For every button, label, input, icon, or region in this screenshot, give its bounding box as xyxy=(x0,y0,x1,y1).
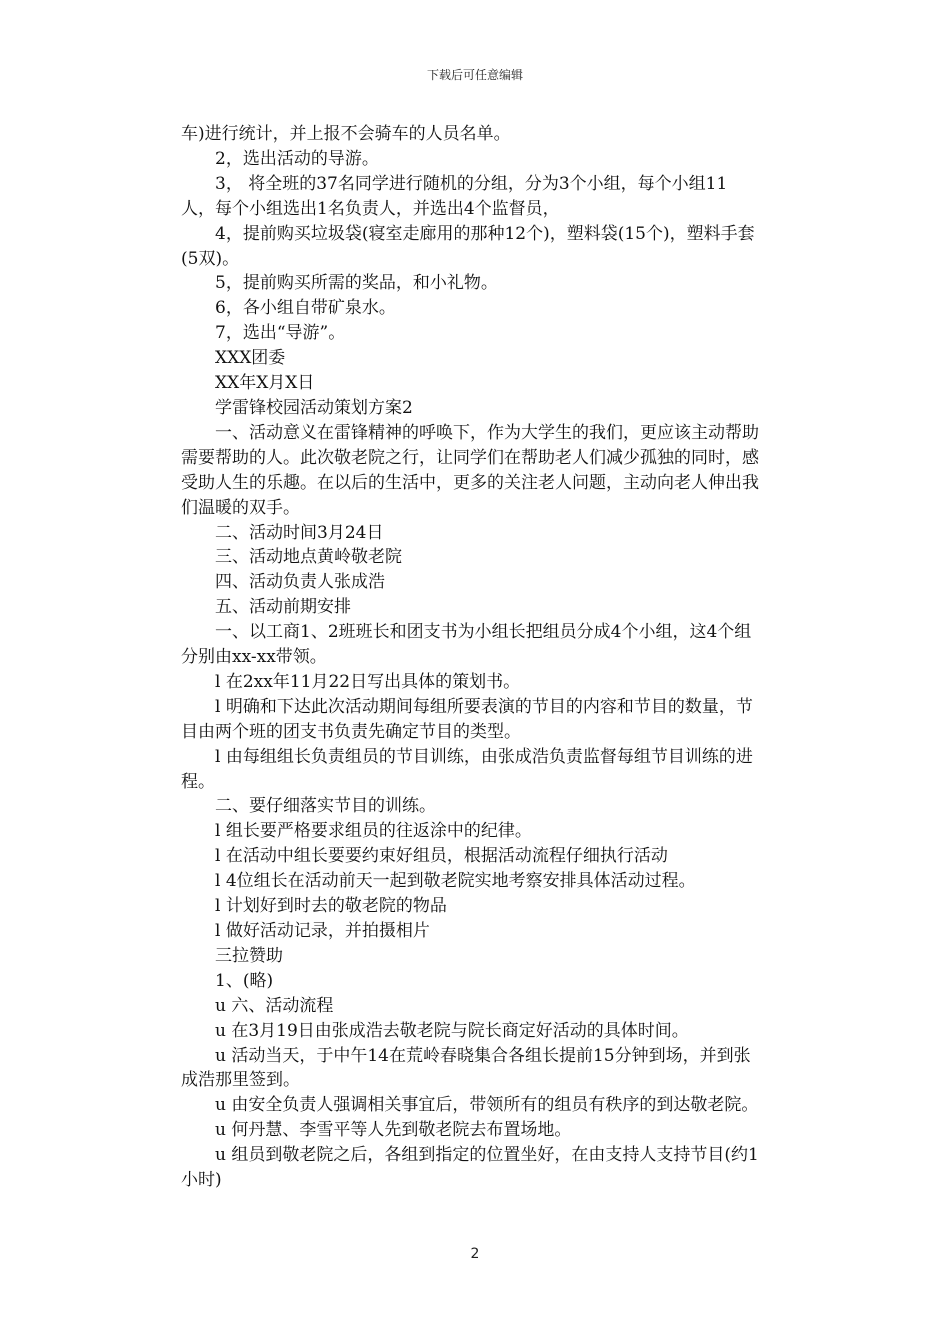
paragraph: 二、要仔细落实节目的训练。 xyxy=(215,796,436,817)
paragraph: l 做好活动记录，并拍摄相片 xyxy=(215,921,430,941)
paragraph: l 在2xx年11月22日写出具体的策划书。 xyxy=(215,671,521,692)
paragraph: l 在活动中组长要要约束好组员，根据活动流程仔细执行活动 xyxy=(215,846,668,867)
paragraph: u 组员到敬老院之后，各组到指定的位置坐好，在由支持人支持节目(约1小时) xyxy=(181,1145,759,1191)
paragraph: 一、以工商1、2班班长和团支书为小组长把组员分成4个小组，这4个组分别由xx-xx带领。 xyxy=(181,622,752,668)
paragraph: 车)进行统计，并上报不会骑车的人员名单。 xyxy=(181,124,511,144)
paragraph: l 计划好到时去的敬老院的物品 xyxy=(215,896,447,917)
paragraph: 学雷锋校园活动策划方案2 xyxy=(215,397,413,418)
paragraph: u 六、活动流程 xyxy=(215,995,334,1016)
paragraph: XXX团委 xyxy=(215,348,286,369)
page-number: 2 xyxy=(470,1246,480,1262)
document-body xyxy=(181,122,761,1193)
paragraph: 7，选出“导游”。 xyxy=(215,323,346,344)
paragraph: l 明确和下达此次活动期间每组所要表演的节目的内容和节目的数量，节目由两个班的团支书负责先确定节目的类型。 xyxy=(181,696,753,742)
paragraph: 4，提前购买垃圾袋(寝室走廊用的那种12个)，塑料袋(15个)，塑料手套(5双)。 xyxy=(181,223,755,269)
paragraph: u 在3月19日由张成浩去敬老院与院长商定好活动的具体时间。 xyxy=(215,1020,689,1041)
paragraph: 一、活动意义在雷锋精神的呼唤下，作为大学生的我们，更应该主动帮助需要帮助的人。此次敬老院之行，让同学们在帮助老人们减少孤独的同时，感受助人生的乐趣。在以后的生活中，更多的关注老人问题，主动向老人伸出我们温暖的双手。 xyxy=(181,422,759,518)
paragraph: 1、(略) xyxy=(215,970,274,991)
paragraph: u 活动当天，于中午14在荒岭春晓集合各组长提前15分钟到场，并到张成浩那里签到。 xyxy=(181,1045,751,1091)
paragraph: u 何丹慧、李雪平等人先到敬老院去布置场地。 xyxy=(215,1120,572,1141)
paragraph: 三、活动地点黄岭敬老院 xyxy=(215,547,402,568)
paragraph: l 4位组长在活动前天一起到敬老院实地考察安排具体活动过程。 xyxy=(215,871,696,892)
paragraph: 五、活动前期安排 xyxy=(215,597,351,618)
page-header: 下载后可任意编辑 xyxy=(426,68,523,82)
paragraph: l 由每组组长负责组员的节目训练，由张成浩负责监督每组节目训练的进程。 xyxy=(181,746,753,792)
paragraph: XX年X月X日 xyxy=(215,373,315,394)
paragraph: 三拉赞助 xyxy=(215,945,283,966)
paragraph: u 由安全负责人强调相关事宜后，带领所有的组员有秩序的到达敬老院。 xyxy=(215,1095,759,1116)
paragraph: 四、活动负责人张成浩 xyxy=(215,572,385,593)
paragraph: 二、活动时间3月24日 xyxy=(215,522,384,543)
paragraph: l 组长要严格要求组员的往返涂中的纪律。 xyxy=(215,821,532,842)
paragraph: 3， 将全班的37名同学进行随机的分组，分为3个小组，每个小组11人，每个小组选出1名负责人，并选出4个监督员， xyxy=(181,173,728,219)
paragraph: 2，选出活动的导游。 xyxy=(215,148,379,169)
paragraph: 6，各小组自带矿泉水。 xyxy=(215,298,396,319)
paragraph: 5，提前购买所需的奖品，和小礼物。 xyxy=(215,273,498,294)
